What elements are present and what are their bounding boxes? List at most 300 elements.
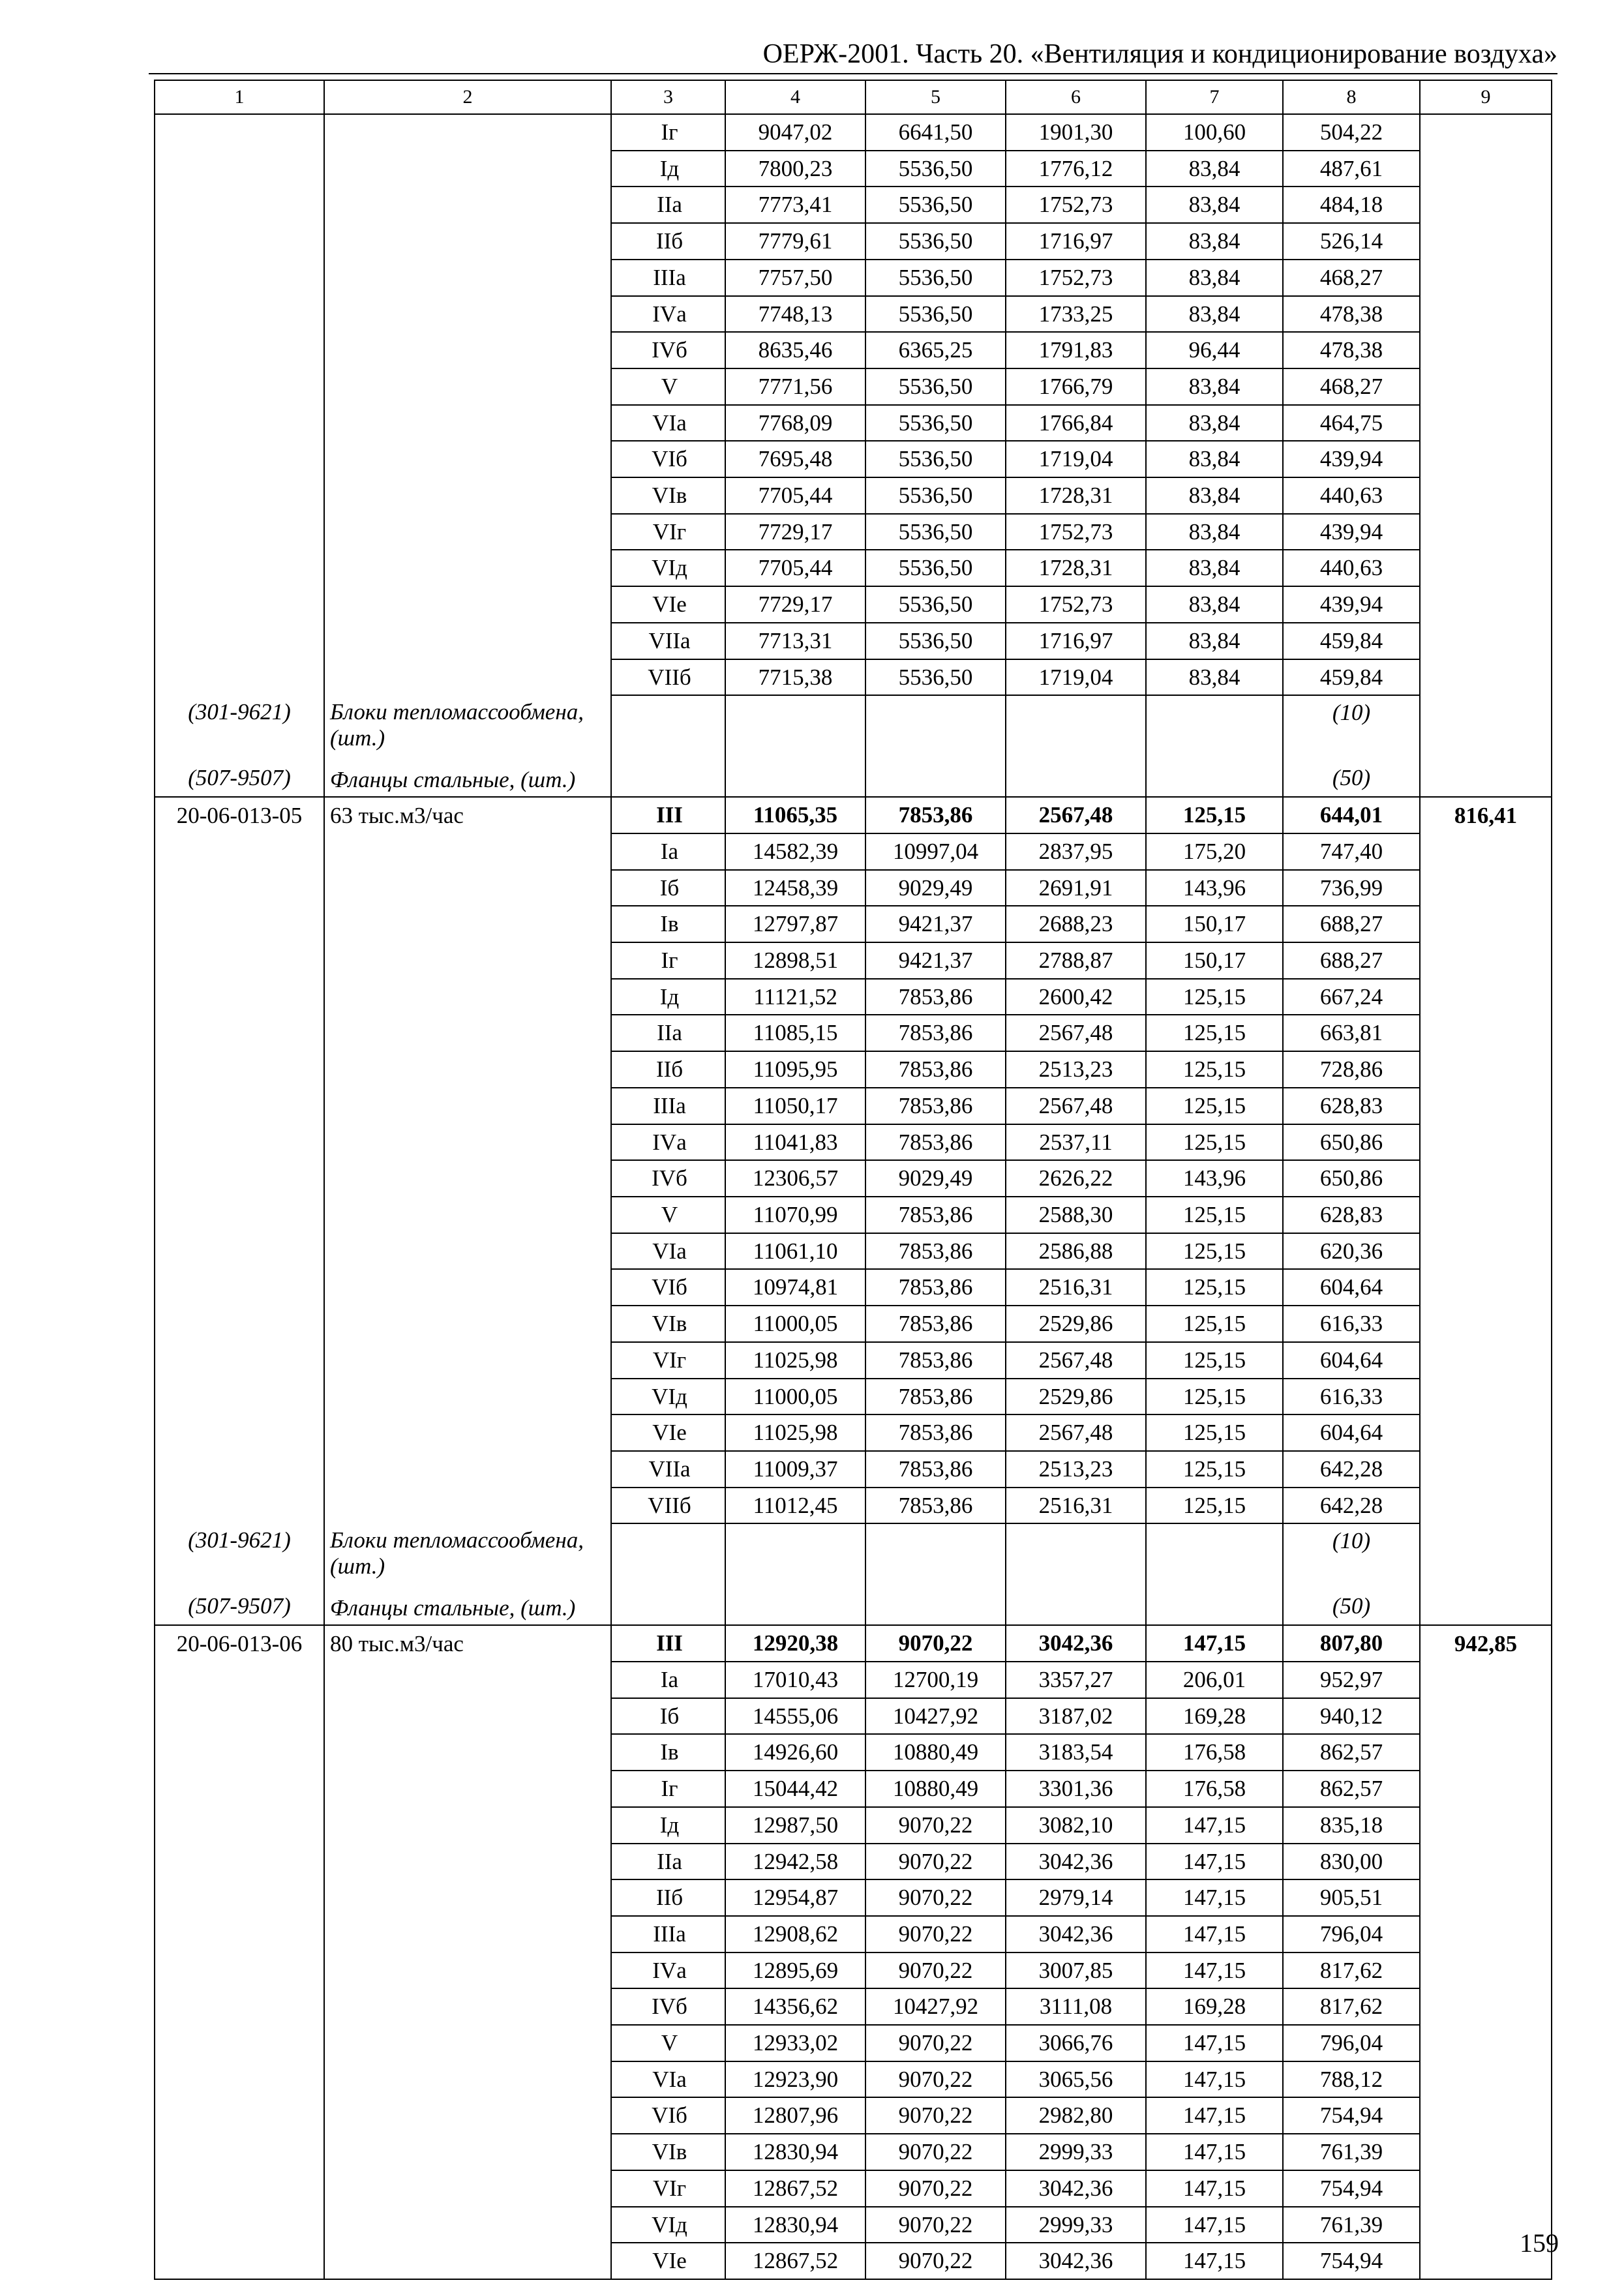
empty-cell (155, 332, 324, 368)
value-materials: 663,81 (1283, 1015, 1420, 1051)
empty-cell (324, 1988, 611, 2025)
table-row (155, 1488, 1552, 1524)
value-machines: 1752,73 (1006, 260, 1146, 296)
table-row (155, 870, 1552, 906)
zone-mark: III (611, 797, 725, 833)
value-materials: 754,94 (1283, 2097, 1420, 2134)
value-wages: 9070,22 (865, 2097, 1006, 2134)
value-total: 7695,48 (725, 441, 865, 477)
empty-cell (155, 1197, 324, 1233)
value-drivers-wages: 83,84 (1146, 477, 1283, 514)
empty-cell (155, 1879, 324, 1916)
value-materials: 616,33 (1283, 1379, 1420, 1415)
empty-cell (324, 2207, 611, 2243)
value-machines: 1791,83 (1006, 332, 1146, 368)
zone-mark: VIб (611, 441, 725, 477)
value-total: 8635,46 (725, 332, 865, 368)
value-wages: 7853,86 (865, 1124, 1006, 1161)
empty-cell (155, 1015, 324, 1051)
value-drivers-wages: 147,15 (1146, 1807, 1283, 1844)
value-drivers-wages: 169,28 (1146, 1988, 1283, 2025)
empty-cell (155, 2243, 324, 2279)
value-machines: 3042,36 (1006, 1916, 1146, 1952)
value-total: 11085,15 (725, 1015, 865, 1051)
header-rule (149, 73, 1557, 74)
empty-cell (155, 623, 324, 659)
empty-cell (1420, 296, 1552, 333)
empty-cell (1420, 1807, 1552, 1844)
empty-cell (324, 1952, 611, 1989)
value-materials: 478,38 (1283, 332, 1420, 368)
value-machines: 1728,31 (1006, 550, 1146, 586)
zone-mark: VIIа (611, 1451, 725, 1488)
value-wages: 12700,19 (865, 1662, 1006, 1698)
table-row (155, 1734, 1552, 1771)
material-row (155, 1523, 1552, 1588)
empty-cell (1420, 942, 1552, 979)
value-machines: 2513,23 (1006, 1051, 1146, 1088)
empty-cell (324, 332, 611, 368)
empty-cell (1420, 659, 1552, 696)
material-quantity: (50) (1283, 760, 1420, 797)
value-drivers-wages: 83,84 (1146, 260, 1283, 296)
zone-mark: Iг (611, 1771, 725, 1807)
empty-cell (155, 1306, 324, 1342)
empty-cell (611, 760, 725, 797)
value-machines: 2837,95 (1006, 833, 1146, 870)
empty-cell (155, 2025, 324, 2061)
empty-cell (1420, 1734, 1552, 1771)
empty-cell (611, 1588, 725, 1625)
value-wages: 9421,37 (865, 942, 1006, 979)
empty-cell (324, 2134, 611, 2170)
empty-cell (324, 1451, 611, 1488)
material-code: (301-9621) (155, 1523, 324, 1588)
value-wages: 6365,25 (865, 332, 1006, 368)
table-row (155, 187, 1552, 223)
value-wages: 10427,92 (865, 1988, 1006, 2025)
value-wages: 9070,22 (865, 2243, 1006, 2279)
empty-cell (1420, 833, 1552, 870)
value-total: 11025,98 (725, 1414, 865, 1451)
value-wages: 7853,86 (865, 1233, 1006, 1270)
empty-cell (155, 2097, 324, 2134)
empty-cell (1420, 1523, 1552, 1588)
empty-cell (324, 2061, 611, 2098)
empty-cell (1420, 1197, 1552, 1233)
value-wages: 9029,49 (865, 1160, 1006, 1197)
value-materials: 628,83 (1283, 1197, 1420, 1233)
table-row (155, 1414, 1552, 1451)
empty-cell (324, 2243, 611, 2279)
zone-mark: IVб (611, 1988, 725, 2025)
empty-cell (324, 906, 611, 942)
column-number: 5 (865, 80, 1006, 114)
zone-mark: VIд (611, 1379, 725, 1415)
value-drivers-wages: 147,15 (1146, 2025, 1283, 2061)
table-row (155, 1698, 1552, 1735)
empty-cell (155, 151, 324, 187)
zone-mark: IVа (611, 1952, 725, 1989)
empty-cell (155, 1916, 324, 1952)
value-wages: 7853,86 (865, 979, 1006, 1015)
empty-cell (155, 833, 324, 870)
value-total: 12987,50 (725, 1807, 865, 1844)
value-total: 7729,17 (725, 586, 865, 623)
empty-cell (1420, 260, 1552, 296)
value-wages: 7853,86 (865, 1342, 1006, 1379)
zone-mark: VIв (611, 2134, 725, 2170)
value-materials: 754,94 (1283, 2243, 1420, 2279)
value-machines: 2688,23 (1006, 906, 1146, 942)
empty-cell (1420, 1916, 1552, 1952)
value-machines: 3042,36 (1006, 2243, 1146, 2279)
zone-mark: IIа (611, 187, 725, 223)
material-code: (507-9507) (155, 1588, 324, 1625)
value-machines: 2999,33 (1006, 2134, 1146, 2170)
value-wages: 9070,22 (865, 2061, 1006, 2098)
empty-cell (324, 368, 611, 405)
value-machines: 2626,22 (1006, 1160, 1146, 1197)
empty-cell (1420, 695, 1552, 760)
material-name: Блоки тепломассообмена, (шт.) (324, 695, 611, 760)
value-total: 7757,50 (725, 260, 865, 296)
value-machines: 2567,48 (1006, 1088, 1146, 1124)
table-row (155, 296, 1552, 333)
value-materials: 604,64 (1283, 1269, 1420, 1306)
empty-cell (865, 695, 1006, 760)
value-total: 11095,95 (725, 1051, 865, 1088)
value-total: 7705,44 (725, 550, 865, 586)
empty-cell (324, 1306, 611, 1342)
value-machines: 2516,31 (1006, 1488, 1146, 1524)
value-materials: 728,86 (1283, 1051, 1420, 1088)
zone-mark: IIIа (611, 1088, 725, 1124)
value-drivers-wages: 150,17 (1146, 942, 1283, 979)
empty-cell (324, 2097, 611, 2134)
value-drivers-wages: 147,15 (1146, 1952, 1283, 1989)
value-drivers-wages: 143,96 (1146, 1160, 1283, 1197)
empty-cell (1420, 1306, 1552, 1342)
zone-mark: Iа (611, 833, 725, 870)
table-row (155, 1916, 1552, 1952)
value-drivers-wages: 125,15 (1146, 1088, 1283, 1124)
empty-cell (324, 979, 611, 1015)
empty-cell (1146, 760, 1283, 797)
empty-cell (1420, 550, 1552, 586)
empty-cell (865, 1588, 1006, 1625)
value-wages: 9070,22 (865, 1879, 1006, 1916)
empty-cell (1420, 760, 1552, 797)
empty-cell (324, 1844, 611, 1880)
zone-mark: VIг (611, 2170, 725, 2207)
empty-cell (725, 1523, 865, 1588)
value-drivers-wages: 125,15 (1146, 1379, 1283, 1415)
value-wages: 7853,86 (865, 1488, 1006, 1524)
value-total: 10974,81 (725, 1269, 865, 1306)
value-machines: 3042,36 (1006, 1844, 1146, 1880)
table-row (155, 1233, 1552, 1270)
value-total: 12898,51 (725, 942, 865, 979)
zone-mark: IIа (611, 1844, 725, 1880)
empty-cell (324, 1662, 611, 1698)
column-number: 7 (1146, 80, 1283, 114)
value-total: 7713,31 (725, 623, 865, 659)
value-wages: 9070,22 (865, 1625, 1006, 1662)
empty-cell (324, 1088, 611, 1124)
value-materials: 478,38 (1283, 296, 1420, 333)
value-materials: 736,99 (1283, 870, 1420, 906)
empty-cell (155, 550, 324, 586)
value-machines: 2567,48 (1006, 797, 1146, 833)
value-total: 7768,09 (725, 405, 865, 441)
empty-cell (324, 477, 611, 514)
value-wages: 7853,86 (865, 1414, 1006, 1451)
value-materials: 504,22 (1283, 114, 1420, 151)
value-materials: 464,75 (1283, 405, 1420, 441)
zone-mark: V (611, 1197, 725, 1233)
value-total: 12306,57 (725, 1160, 865, 1197)
value-drivers-wages: 125,15 (1146, 1451, 1283, 1488)
value-machines: 1752,73 (1006, 586, 1146, 623)
zone-mark: VIд (611, 2207, 725, 2243)
value-materials: 459,84 (1283, 623, 1420, 659)
value-drivers-wages: 125,15 (1146, 1414, 1283, 1451)
empty-cell (1420, 332, 1552, 368)
empty-cell (324, 1879, 611, 1916)
empty-cell (1420, 1988, 1552, 2025)
rate-description: 63 тыс.м3/час (324, 797, 611, 833)
value-materials: 439,94 (1283, 586, 1420, 623)
value-drivers-wages: 147,15 (1146, 1916, 1283, 1952)
value-wages: 10427,92 (865, 1698, 1006, 1735)
empty-cell (324, 151, 611, 187)
value-machines: 3042,36 (1006, 1625, 1146, 1662)
value-machines: 2529,86 (1006, 1306, 1146, 1342)
value-drivers-wages: 83,84 (1146, 550, 1283, 586)
table-row (155, 1306, 1552, 1342)
zone-mark: Iд (611, 979, 725, 1015)
value-total: 7705,44 (725, 477, 865, 514)
table-row (155, 906, 1552, 942)
value-machines: 2529,86 (1006, 1379, 1146, 1415)
zone-mark: VIв (611, 1306, 725, 1342)
empty-cell (155, 1124, 324, 1161)
value-materials: 688,27 (1283, 942, 1420, 979)
table-row (155, 979, 1552, 1015)
value-machines: 1776,12 (1006, 151, 1146, 187)
table-row (155, 1160, 1552, 1197)
value-drivers-wages: 143,96 (1146, 870, 1283, 906)
value-drivers-wages: 147,15 (1146, 2243, 1283, 2279)
value-wages: 9070,22 (865, 1807, 1006, 1844)
value-machines: 1716,97 (1006, 623, 1146, 659)
value-drivers-wages: 83,84 (1146, 623, 1283, 659)
value-total: 7773,41 (725, 187, 865, 223)
value-wages: 7853,86 (865, 1269, 1006, 1306)
value-wages: 5536,50 (865, 223, 1006, 260)
value-total: 11065,35 (725, 797, 865, 833)
value-drivers-wages: 125,15 (1146, 1306, 1283, 1342)
empty-cell (155, 1088, 324, 1124)
empty-cell (1420, 906, 1552, 942)
value-drivers-wages: 125,15 (1146, 1015, 1283, 1051)
rate-code: 20-06-013-06 (155, 1625, 324, 1662)
value-materials: 807,80 (1283, 1625, 1420, 1662)
zone-mark: IIа (611, 1015, 725, 1051)
material-row (155, 695, 1552, 760)
value-total: 15044,42 (725, 1771, 865, 1807)
empty-cell (1146, 1588, 1283, 1625)
empty-cell (1420, 477, 1552, 514)
zone-mark: IVб (611, 332, 725, 368)
table-row (155, 2207, 1552, 2243)
value-total: 11061,10 (725, 1233, 865, 1270)
value-wages: 9070,22 (865, 1844, 1006, 1880)
empty-cell (1420, 2025, 1552, 2061)
table-row (155, 1051, 1552, 1088)
value-machines: 2691,91 (1006, 870, 1146, 906)
value-machines: 2567,48 (1006, 1414, 1146, 1451)
value-machines: 1728,31 (1006, 477, 1146, 514)
value-total: 7748,13 (725, 296, 865, 333)
empty-cell (1420, 368, 1552, 405)
value-materials: 667,24 (1283, 979, 1420, 1015)
value-total: 11041,83 (725, 1124, 865, 1161)
empty-cell (155, 906, 324, 942)
value-drivers-wages: 147,15 (1146, 2170, 1283, 2207)
value-wages: 5536,50 (865, 550, 1006, 586)
empty-cell (155, 1698, 324, 1735)
material-code: (301-9621) (155, 695, 324, 760)
table-row (155, 2061, 1552, 2098)
zone-mark: V (611, 368, 725, 405)
value-total: 11012,45 (725, 1488, 865, 1524)
zone-mark: IVб (611, 1160, 725, 1197)
empty-cell (1420, 1451, 1552, 1488)
table-row (155, 1451, 1552, 1488)
value-drivers-wages: 96,44 (1146, 332, 1283, 368)
zone-mark: IIб (611, 223, 725, 260)
value-machines: 1719,04 (1006, 441, 1146, 477)
empty-cell (155, 405, 324, 441)
value-materials: 459,84 (1283, 659, 1420, 696)
rate-code: 20-06-013-05 (155, 797, 324, 833)
empty-cell (725, 760, 865, 797)
value-wages: 7853,86 (865, 1197, 1006, 1233)
value-machines: 2516,31 (1006, 1269, 1146, 1306)
value-wages: 5536,50 (865, 659, 1006, 696)
empty-cell (324, 1197, 611, 1233)
value-total: 12830,94 (725, 2134, 865, 2170)
value-machines: 1716,97 (1006, 223, 1146, 260)
empty-cell (155, 1233, 324, 1270)
empty-cell (155, 368, 324, 405)
empty-cell (1420, 1771, 1552, 1807)
value-drivers-wages: 176,58 (1146, 1771, 1283, 1807)
value-materials: 644,01 (1283, 797, 1420, 833)
material-quantity: (10) (1283, 695, 1420, 760)
empty-cell (324, 296, 611, 333)
zone-mark: III (611, 1625, 725, 1662)
empty-cell (1420, 1414, 1552, 1451)
value-drivers-wages: 125,15 (1146, 1124, 1283, 1161)
labor-cost: 942,85 (1420, 1625, 1552, 1662)
value-machines: 2586,88 (1006, 1233, 1146, 1270)
value-total: 12954,87 (725, 1879, 865, 1916)
value-drivers-wages: 83,84 (1146, 514, 1283, 550)
value-total: 17010,43 (725, 1662, 865, 1698)
value-materials: 620,36 (1283, 1233, 1420, 1270)
value-wages: 7853,86 (865, 797, 1006, 833)
price-table (154, 80, 1552, 2280)
empty-cell (1420, 514, 1552, 550)
value-total: 11121,52 (725, 979, 865, 1015)
value-materials: 440,63 (1283, 477, 1420, 514)
empty-cell (324, 1160, 611, 1197)
value-machines: 2982,80 (1006, 2097, 1146, 2134)
value-total: 12797,87 (725, 906, 865, 942)
zone-mark: VIIб (611, 659, 725, 696)
empty-cell (155, 477, 324, 514)
value-total: 7800,23 (725, 151, 865, 187)
material-code: (507-9507) (155, 760, 324, 797)
zone-mark: VIв (611, 477, 725, 514)
empty-cell (155, 1734, 324, 1771)
value-machines: 1719,04 (1006, 659, 1146, 696)
value-drivers-wages: 125,15 (1146, 1342, 1283, 1379)
empty-cell (324, 260, 611, 296)
zone-mark: Iг (611, 942, 725, 979)
empty-cell (324, 1488, 611, 1524)
empty-cell (155, 260, 324, 296)
value-materials: 830,00 (1283, 1844, 1420, 1880)
zone-mark: Iд (611, 1807, 725, 1844)
value-drivers-wages: 125,15 (1146, 979, 1283, 1015)
empty-cell (155, 2061, 324, 2098)
zone-mark: V (611, 2025, 725, 2061)
value-machines: 3042,36 (1006, 2170, 1146, 2207)
material-row (155, 760, 1552, 797)
empty-cell (155, 1662, 324, 1698)
column-number: 3 (611, 80, 725, 114)
value-total: 12867,52 (725, 2170, 865, 2207)
value-wages: 9029,49 (865, 870, 1006, 906)
value-machines: 1766,79 (1006, 368, 1146, 405)
empty-cell (1420, 1662, 1552, 1698)
table-row (155, 2170, 1552, 2207)
empty-cell (324, 1233, 611, 1270)
value-total: 11025,98 (725, 1342, 865, 1379)
value-drivers-wages: 83,84 (1146, 151, 1283, 187)
value-drivers-wages: 147,15 (1146, 1625, 1283, 1662)
value-drivers-wages: 83,84 (1146, 223, 1283, 260)
zone-mark: VIб (611, 2097, 725, 2134)
value-materials: 439,94 (1283, 514, 1420, 550)
value-total: 11009,37 (725, 1451, 865, 1488)
empty-cell (611, 695, 725, 760)
empty-cell (1420, 2061, 1552, 2098)
empty-cell (1420, 1124, 1552, 1161)
empty-cell (324, 1807, 611, 1844)
value-wages: 9070,22 (865, 2134, 1006, 2170)
empty-cell (155, 1807, 324, 1844)
value-drivers-wages: 83,84 (1146, 368, 1283, 405)
table-row (155, 332, 1552, 368)
value-drivers-wages: 83,84 (1146, 405, 1283, 441)
table-row (155, 1662, 1552, 1698)
empty-cell (155, 1451, 324, 1488)
